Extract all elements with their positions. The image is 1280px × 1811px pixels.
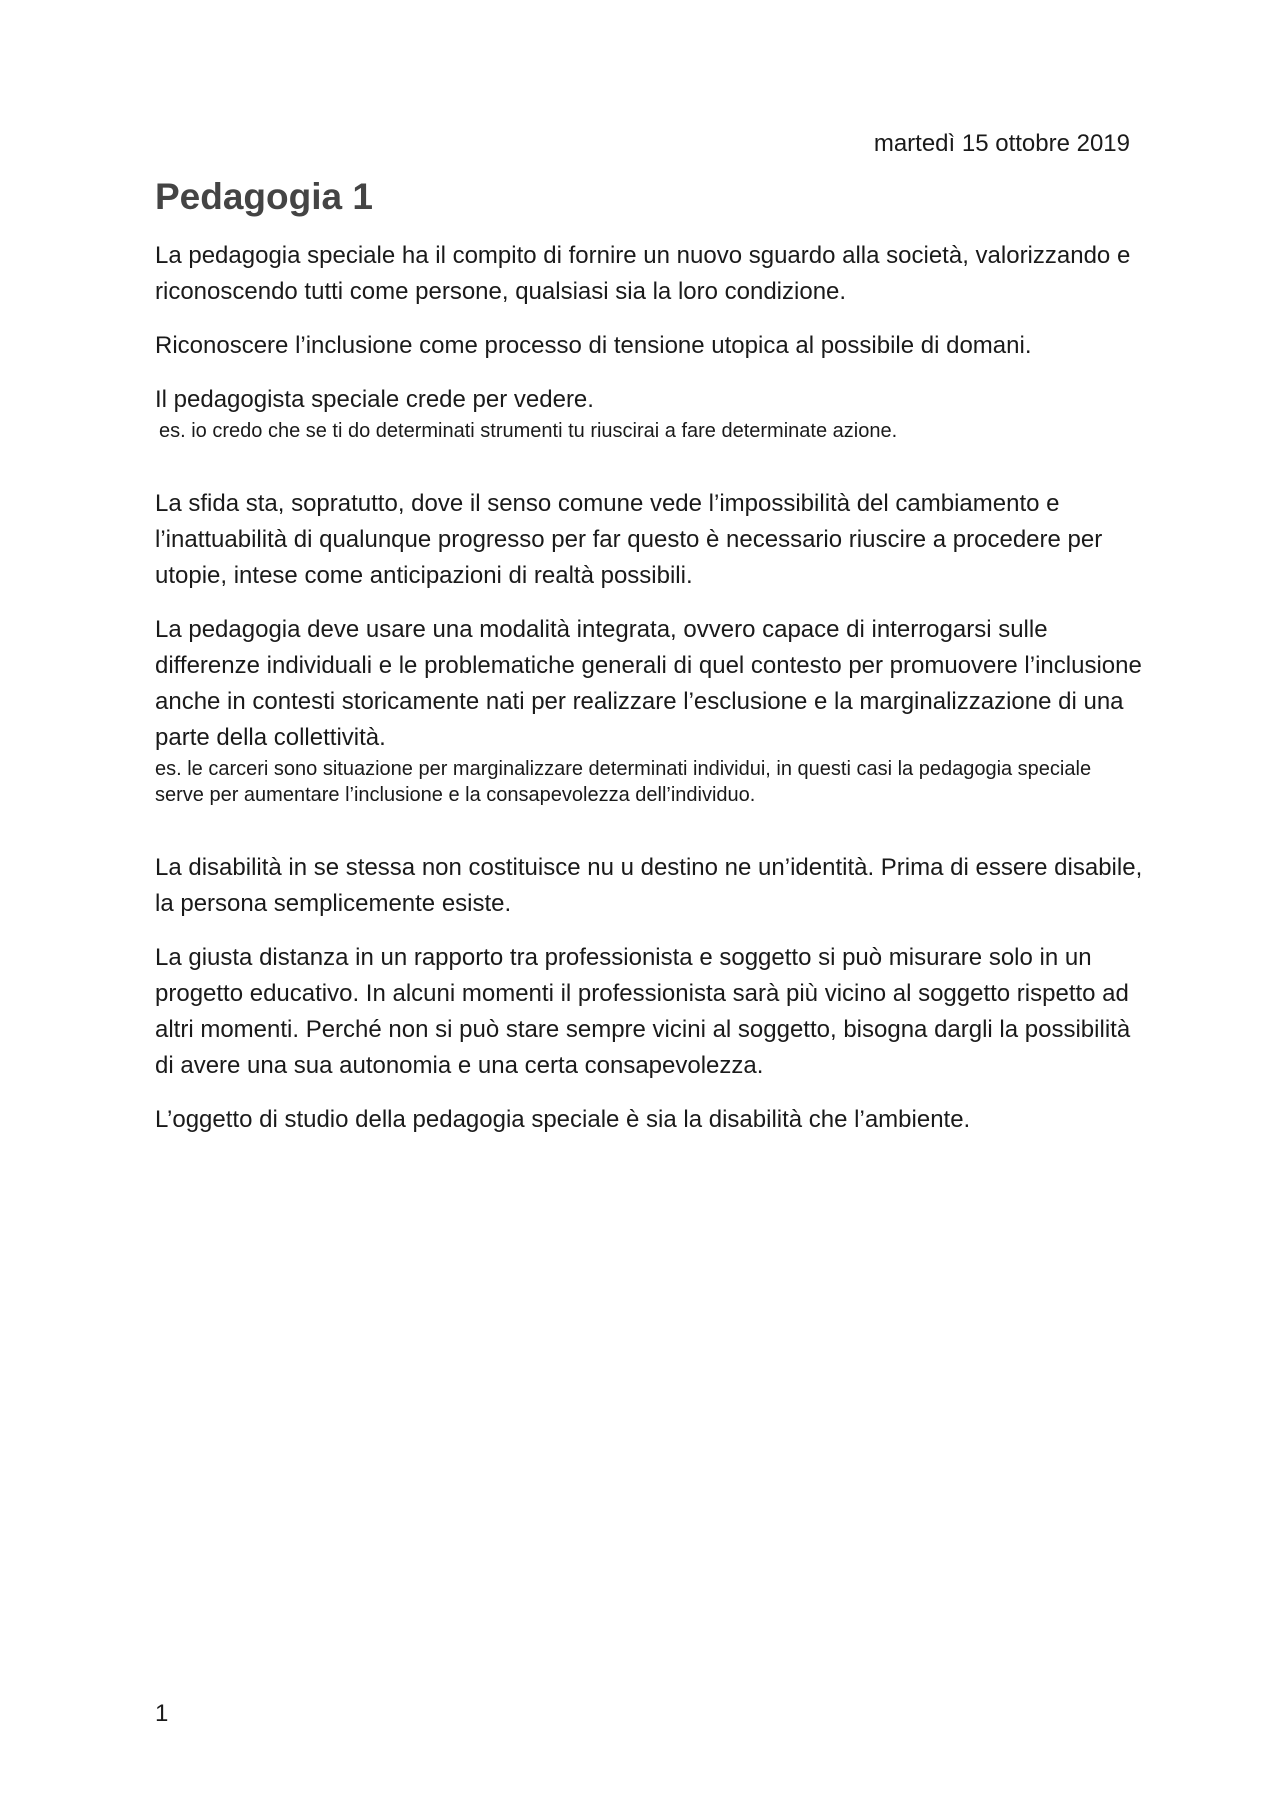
document-date: martedì 15 ottobre 2019 [873, 130, 1130, 157]
document-body [155, 238, 1145, 1156]
paragraph: La sfida sta, sopratutto, dove il senso comune vede l’impossibilità del cambiamento e l’inattuabilità di qualunque progresso per far questo è necessario riuscire a procedere per utopie, intese come anticipazioni di realtà possibili. [155, 490, 1103, 589]
page-number: 1 [155, 1700, 169, 1727]
paragraph: La pedagogia deve usare una modalità integrata, ovvero capace di interrogarsi sulle differenze individuali e le problematiche generali di quel contesto per promuovere l’inclusione anche in contesti storicamente nati per realizzare l’esclusione e la marginalizzazione di una parte della collettività. [155, 616, 1142, 751]
paragraph: La giusta distanza in un rapporto tra professionista e soggetto si può misurare solo in un progetto educativo. In alcuni momenti il professionista sarà più vicino al soggetto rispetto ad altri momenti. Perché non si può stare sempre vicini al soggetto, bisogna dargli la possibilità di avere una sua autonomia e una certa consapevolezza. [155, 944, 1131, 1079]
paragraph: Il pedagogista speciale crede per vedere. [155, 386, 594, 413]
paragraph: L’oggetto di studio della pedagogia speciale è sia la disabilità che l’ambiente. [155, 1106, 971, 1133]
paragraph: La pedagogia speciale ha il compito di fornire un nuovo sguardo alla società, valorizzando e riconoscendo tutti come persone, qualsiasi sia la loro condizione. [155, 242, 1131, 305]
paragraph: La disabilità in se stessa non costituisce nu u destino ne un’identità. Prima di essere disabile, la persona semplicemente esiste. [155, 854, 1143, 917]
document-title: Pedagogia 1 [155, 176, 373, 217]
example-note: es. le carceri sono situazione per marginalizzare determinati individui, in questi casi la pedagogia speciale serve per aumentare l’inclusione e la consapevolezza dell’individuo. [155, 758, 1092, 806]
example-note: es. io credo che se ti do determinati strumenti tu riuscirai a fare determinate azione. [159, 420, 898, 442]
paragraph: Riconoscere l’inclusione come processo di tensione utopica al possibile di domani. [155, 332, 1032, 359]
